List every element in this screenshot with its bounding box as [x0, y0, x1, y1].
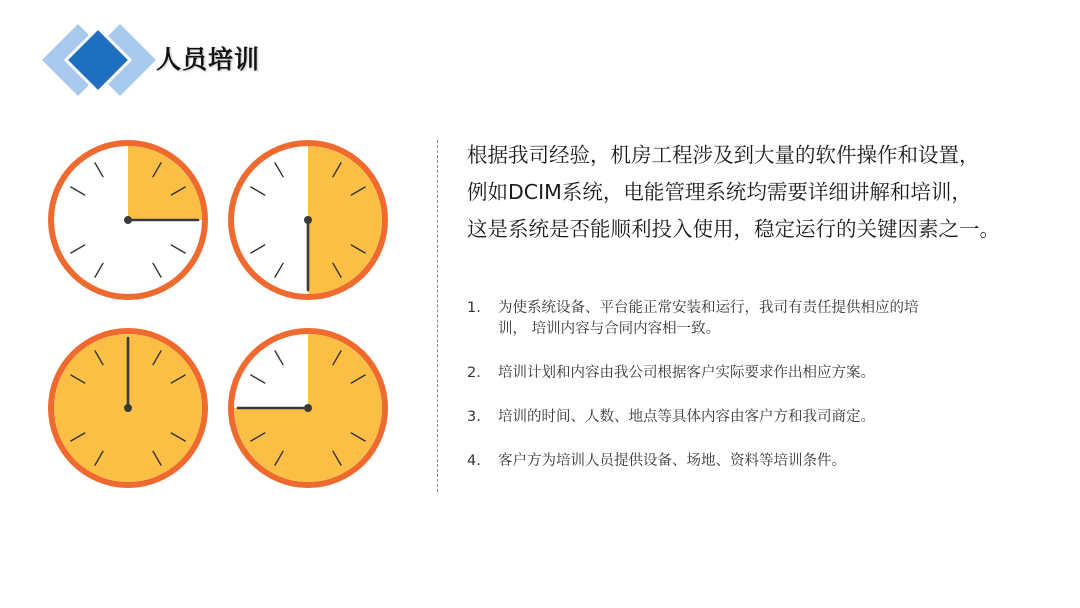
list-number: 2.	[467, 365, 481, 381]
list-text: 客户方为培训人员提供设备、场地、资料等培训条件。	[498, 453, 846, 469]
clock-fill	[128, 146, 202, 220]
training-list	[467, 298, 1047, 495]
clock-full	[43, 323, 213, 493]
clock-center	[124, 216, 132, 224]
intro-paragraph	[467, 137, 1067, 248]
clock-center	[124, 404, 132, 412]
list-text: 培训的时间、人数、地点等具体内容由客户方和我司商定。	[498, 409, 875, 425]
header	[0, 0, 1080, 110]
clock-grid	[40, 130, 400, 510]
list-item	[467, 451, 1047, 472]
intro-line: 这是系统是否能顺利投入使用，稳定运行的关键因素之一。	[467, 217, 1000, 241]
clock-center	[304, 404, 312, 412]
list-text: 训， 培训内容与合同内容相一致。	[498, 321, 721, 337]
list-item	[467, 298, 1047, 340]
diamond-logo-icon	[40, 20, 160, 100]
clock-half	[223, 135, 393, 305]
list-number: 1.	[467, 300, 481, 316]
list-text: 为使系统设备、平台能正常安装和运行，我司有责任提供相应的培	[498, 300, 919, 316]
intro-line: 根据我司经验，机房工程涉及到大量的软件操作和设置，	[467, 143, 980, 167]
list-number: 3.	[467, 409, 481, 425]
list-item	[467, 363, 1047, 384]
list-item	[467, 407, 1047, 428]
page-title: 人员培训	[156, 45, 261, 74]
clock-fill	[308, 146, 382, 294]
list-text: 培训计划和内容由我公司根据客户实际要求作出相应方案。	[498, 365, 875, 381]
vertical-divider	[437, 140, 438, 492]
clock-quarter	[43, 135, 213, 305]
intro-line: 例如DCIM系统，电能管理系统均需要详细讲解和培训，	[467, 180, 972, 204]
list-number: 4.	[467, 453, 481, 469]
clock-three-quarter	[223, 323, 393, 493]
clock-center	[304, 216, 312, 224]
